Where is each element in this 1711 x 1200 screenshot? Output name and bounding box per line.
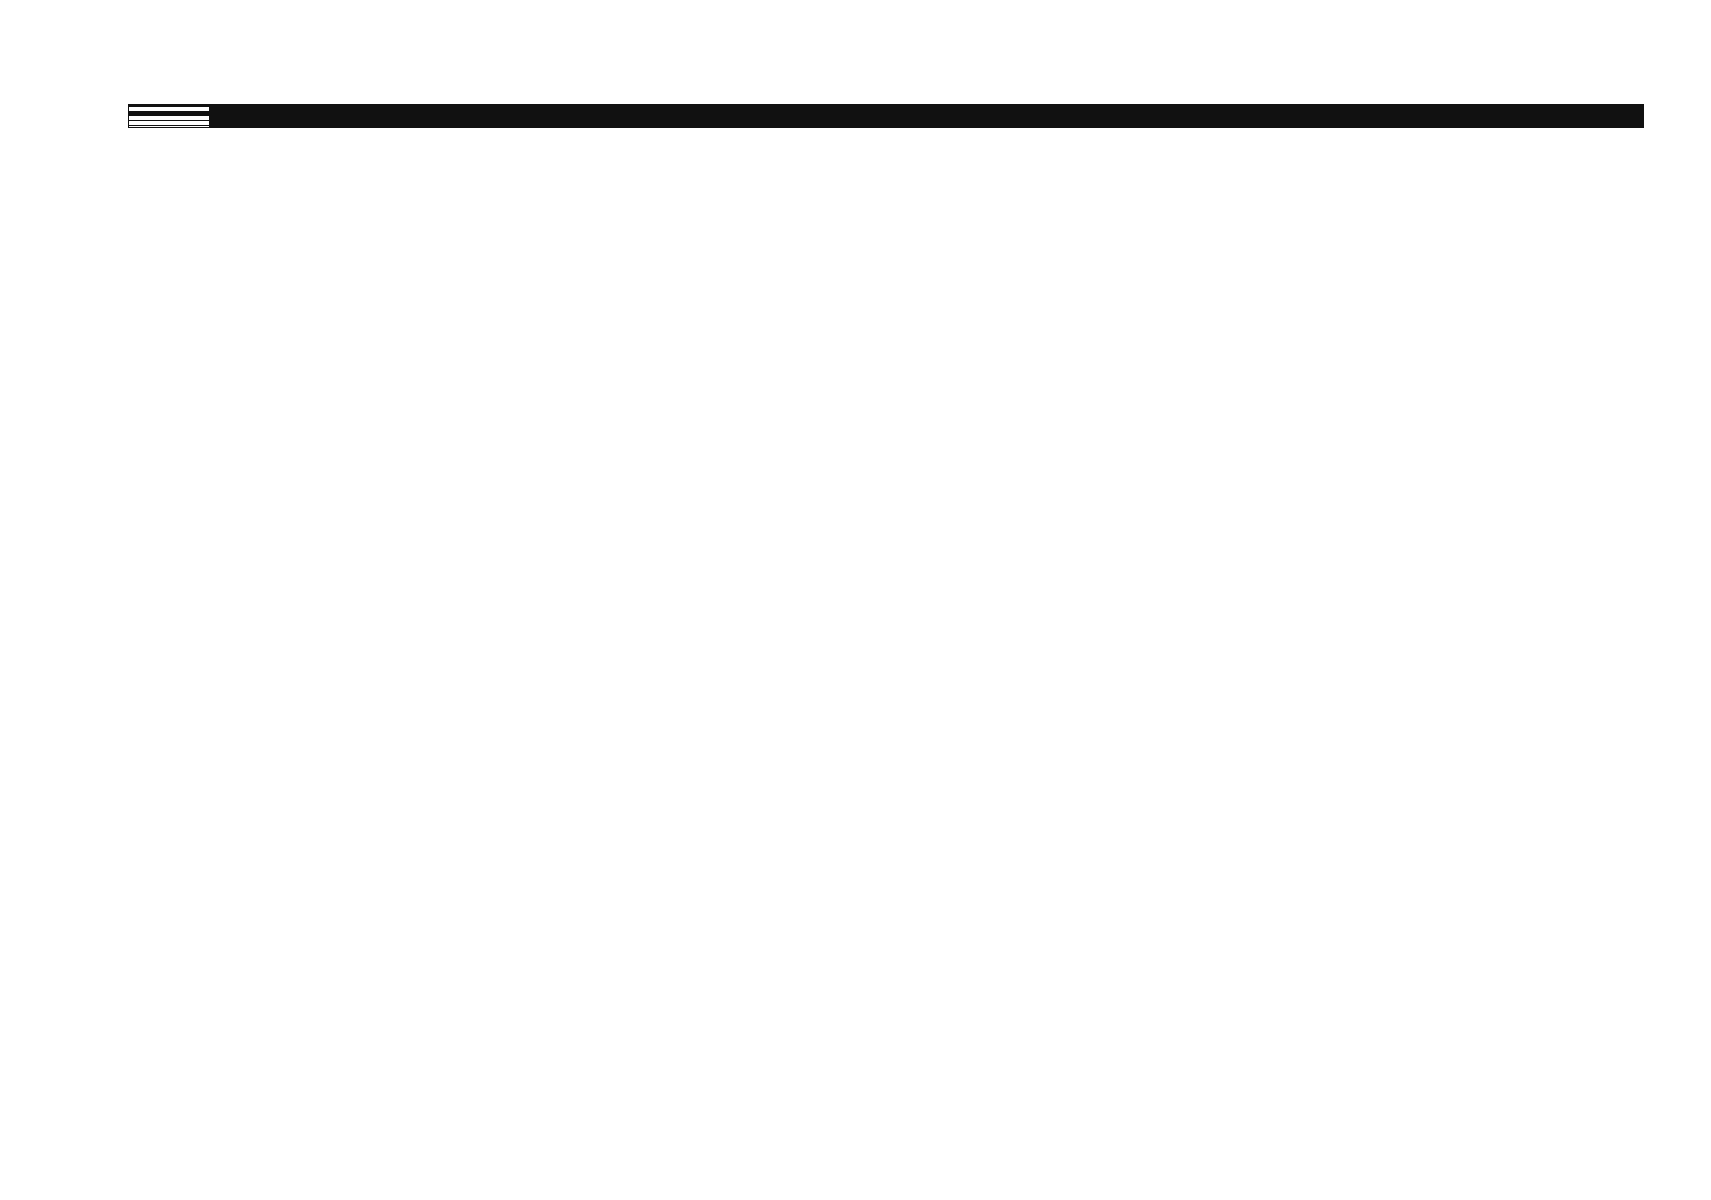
- sub-row: [129, 127, 1644, 128]
- value-cell: [1296, 127, 1410, 128]
- row-code: [129, 126, 210, 128]
- budget-table: [128, 104, 1644, 128]
- value-cell: [1527, 127, 1644, 128]
- value-cell: [1410, 127, 1527, 128]
- value-cell: [1034, 127, 1165, 128]
- value-cell: [904, 127, 1034, 128]
- sub-label: [210, 127, 517, 128]
- value-cell: [1165, 127, 1296, 128]
